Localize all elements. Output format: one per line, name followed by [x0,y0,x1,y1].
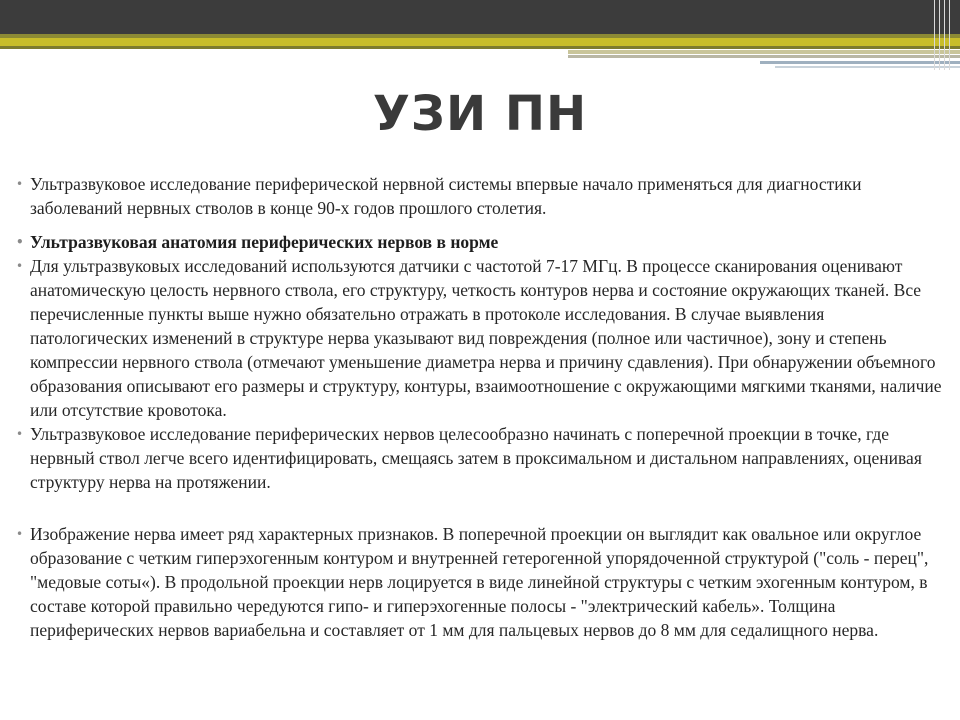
header-yellow-stripe [0,38,960,46]
list-item-text: Ультразвуковое исследование периферических нервов целесообразно начинать с поперечной проекции в точке, где нервный ствол легче всего идентифицировать, смещаясь затем в проксимальном и дистальном направлениях, оценивая структуру нерва на протяжении. [30,424,922,492]
list-item [14,422,946,494]
decorative-stripe [775,66,960,68]
bullet-icon: • [16,177,24,191]
decorative-stripe [568,55,960,58]
list-item-text: Ультразвуковое исследование периферической нервной системы впервые начало применяться для диагностики заболеваний нервных стволов в конце 90-х годов прошлого столетия. [30,174,862,218]
header-band [0,0,960,34]
header-accent-line [0,46,960,49]
decorative-vertical-lines [934,0,952,70]
list-item-text: Изображение нерва имеет ряд характерных признаков. В поперечной проекции он выглядит как овальное или округлое образование с четким гиперэхогенным контуром и внутренней гетерогенной упорядоченной структурой ("соль - перец", "медовые соты«). В продольной проекции нерв лоцируется в виде линейной структуры с четким эхогенным контуром, в составе которой правильно чередуются гипо- и гиперэхогенные полосы - "электрический кабель». Толщина периферических нервов вариабельна и составляет от 1 мм для пальцевых нервов до 8 мм для седалищного нерва. [30,524,929,640]
bullet-icon: • [16,427,24,441]
list-item-text: Для ультразвуковых исследований используются датчики с частотой 7-17 МГц. В процессе сканирования оценивают анатомическую целость нервного ствола, его структуру, четкость контуров нерва и состояние окружающих тканей. Все перечисленные пункты выше нужно обязательно отражать в протоколе исследования. В случае выявления патологических изменений в структуре нерва указывают вид повреждения (полное или частичное), зону и степень компрессии нервного ствола (отмечают уменьшение диаметра нерва и причину сдавления). При обнаружении объемного образования описывают его размеры и структуру, контуры, взаимоотношение с окружающими мягкими тканями, наличие или отсутствие кровотока. [30,256,942,420]
decorative-stripe [568,50,960,54]
list-item [14,254,946,422]
bullet-icon: • [16,235,24,249]
list-item [14,522,946,642]
list-item-text: Ультразвуковая анатомия периферических нервов в норме [30,232,499,252]
bullet-icon: • [16,527,24,541]
decorative-stripe [760,61,960,64]
list-item [14,172,946,220]
slide-title: УЗИ ПН [372,86,588,142]
bullet-list [14,172,946,642]
bullet-icon: • [16,259,24,273]
list-item-heading [14,230,946,254]
